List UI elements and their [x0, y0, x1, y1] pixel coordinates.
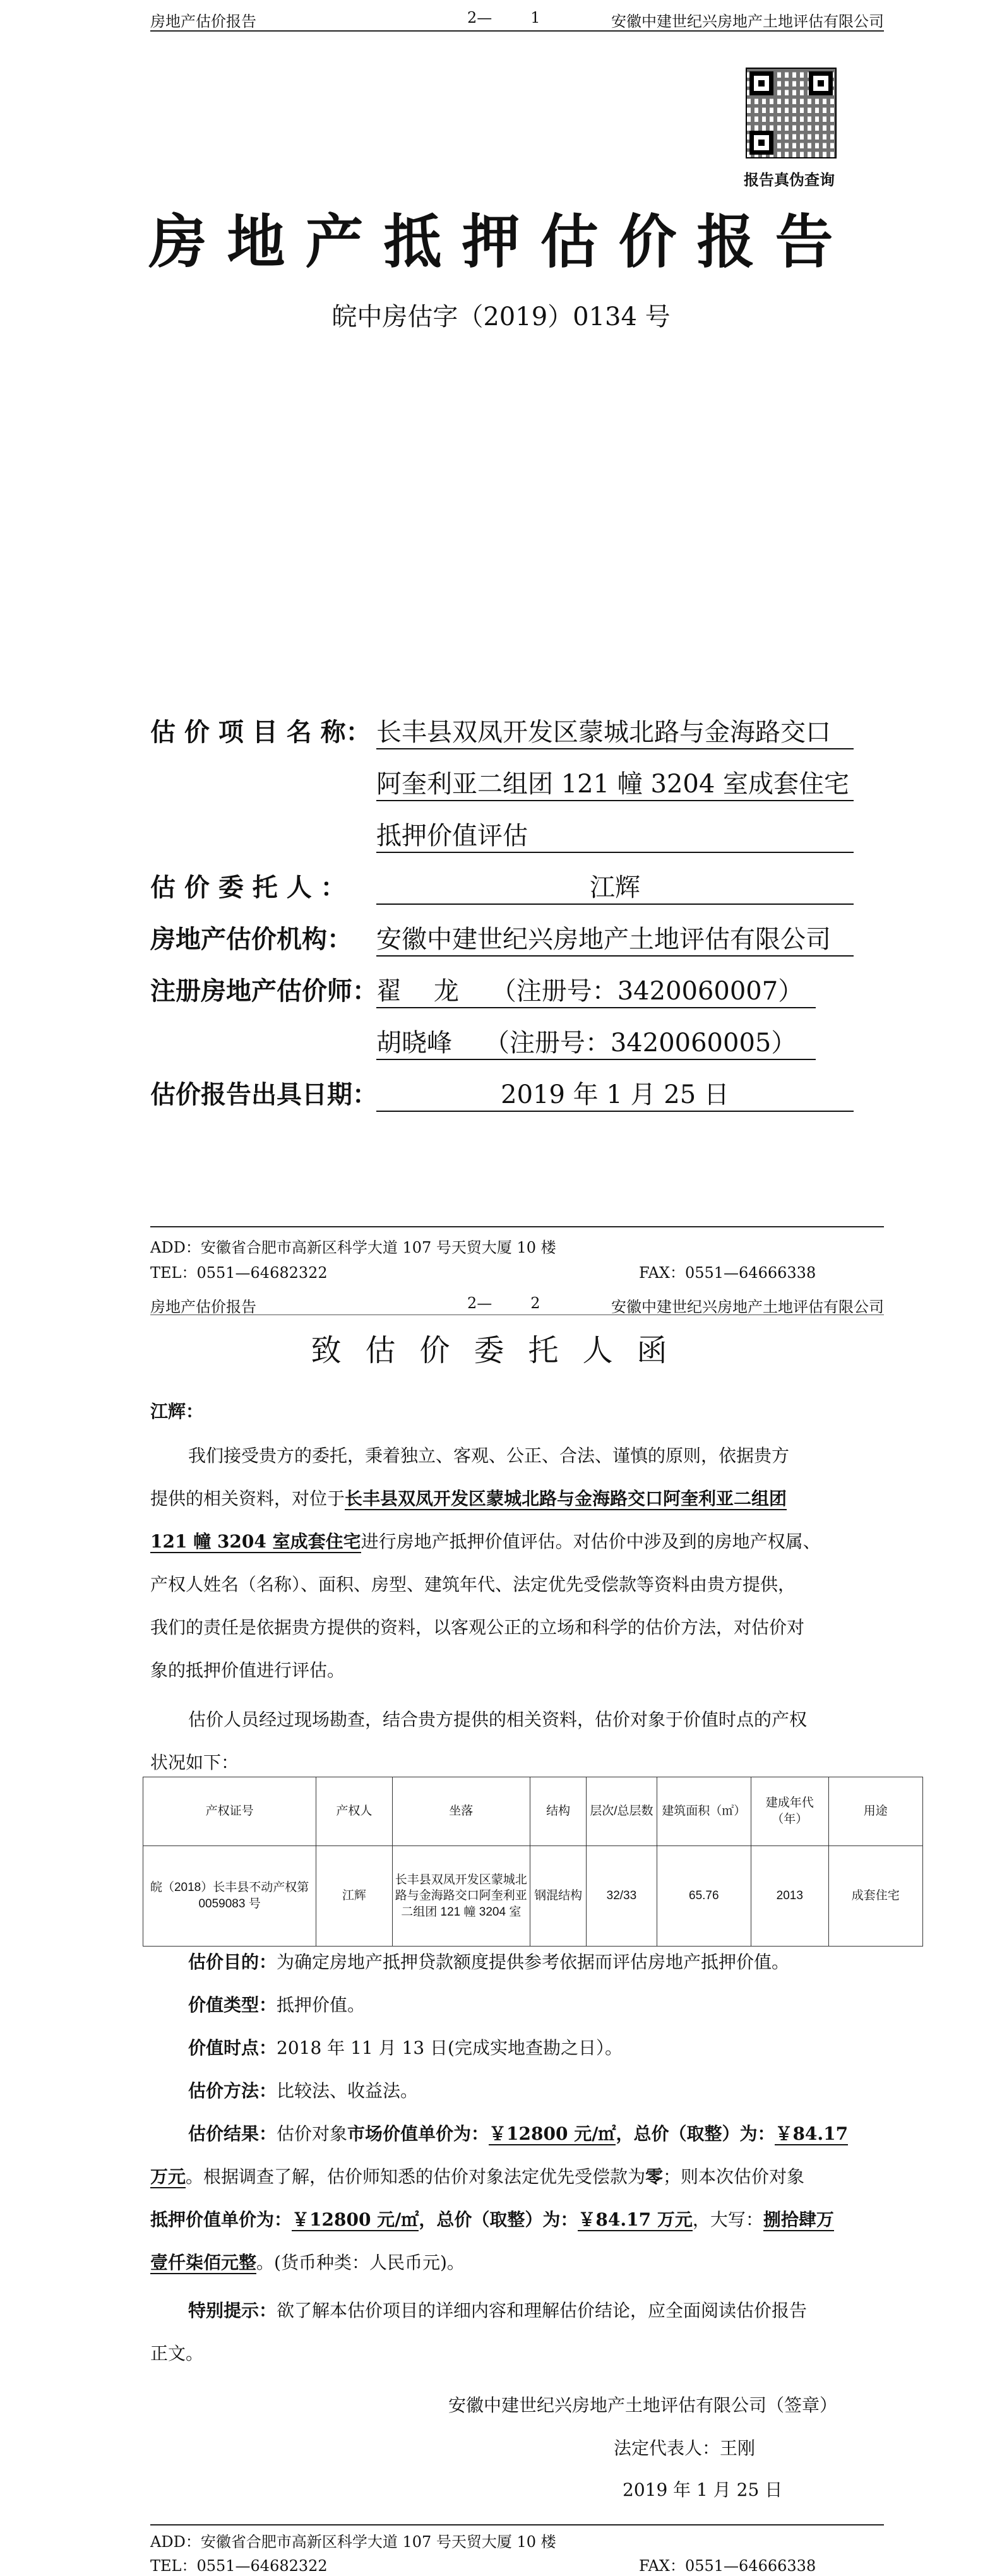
property-location: 长丰县双凤开发区蒙城北路与金海路交口阿奎利亚二组团 — [345, 1488, 787, 1509]
table-header: 结构 — [530, 1777, 587, 1846]
project-name-line-2: 阿奎利亚二组团 121 幢 3204 室成套住宅 — [376, 764, 854, 801]
qr-caption: 报告真伪查询 — [744, 170, 835, 189]
table-header: 产权人 — [316, 1777, 392, 1846]
purpose-value: 为确定房地产抵押贷款额度提供参考依据而评估房地产抵押价值。 — [277, 1952, 790, 1972]
project-name-label: 估 价 项 目 名 称： — [150, 717, 371, 747]
footer-tel: TEL：0551—64682322 — [150, 1264, 328, 1282]
page-header-left: 房地产估价报告 — [150, 13, 256, 30]
paragraph-2-line-1: 估价人员经过现场勘查，结合贵方提供的相关资料，估价对象于价值时点的产权 — [188, 1709, 808, 1730]
result-line-3: 抵押价值单价为：￥12800 元/㎡，总价（取整）为：￥84.17 万元，大写：捌拾肆万 — [150, 2209, 834, 2230]
result-line-4: 壹仟柒佰元整。(货币种类：人民币元)。 — [150, 2252, 465, 2273]
page-header-right: 安徽中建世纪兴房地产土地评估有限公司 — [611, 13, 884, 30]
footer-rule — [150, 2524, 884, 2525]
property-unit: 121 幢 3204 室成套住宅 — [150, 1531, 361, 1552]
appraiser-2: 胡晓峰 （注册号：3420060005） — [376, 1023, 816, 1060]
footer-tel: TEL：0551—64682322 — [150, 2557, 328, 2575]
market-unit-price: ￥12800 元/㎡ — [489, 2123, 616, 2144]
qr-code-icon[interactable] — [746, 68, 837, 158]
report-date-value: 2019 年 1 月 25 日 — [376, 1075, 854, 1112]
header-rule — [150, 30, 884, 32]
page-header-left: 房地产估价报告 — [150, 1298, 256, 1316]
project-name-line-3: 抵押价值评估 — [376, 816, 854, 853]
client-value: 江辉 — [376, 868, 854, 905]
table-cell: 2013 — [751, 1846, 828, 1947]
paragraph-2-line-2: 状况如下： — [150, 1752, 239, 1773]
table-cell: 皖（2018）长丰县不动产权第 0059083 号 — [143, 1846, 316, 1947]
table-header: 坐落 — [392, 1777, 530, 1846]
table-header: 建筑面积（㎡） — [657, 1777, 751, 1846]
table-cell: 钢混结构 — [530, 1846, 587, 1947]
appraiser-1: 翟 龙 （注册号：3420060007） — [376, 971, 816, 1008]
signing-company: 安徽中建世纪兴房地产土地评估有限公司（签章） — [448, 2395, 838, 2416]
page-header-number: 2— 2 — [467, 1294, 540, 1312]
page-header-right: 安徽中建世纪兴房地产土地评估有限公司 — [611, 1298, 884, 1316]
page-header-number: 2— 1 — [467, 9, 540, 27]
mortgage-total-price: ￥84.17 万元 — [578, 2209, 693, 2230]
footer-fax: FAX：0551—64666338 — [639, 2557, 816, 2575]
method-line: 估价方法：比较法、收益法。 — [188, 2080, 419, 2101]
project-name-line-1: 长丰县双凤开发区蒙城北路与金海路交口 — [376, 712, 854, 749]
value-type-line: 价值类型：抵押价值。 — [188, 1995, 366, 2015]
footer-address: ADD：安徽省合肥市高新区科学大道 107 号天贸大厦 10 楼 — [150, 1239, 556, 1256]
signing-date: 2019 年 1 月 25 日 — [623, 2479, 783, 2500]
paragraph-1-line-6: 象的抵押价值进行评估。 — [150, 1660, 345, 1681]
paragraph-1-line-1: 我们接受贵方的委托，秉着独立、客观、公正、合法、谨慎的原则，依据贵方 — [188, 1445, 790, 1466]
agency-label: 房地产估价机构： — [150, 924, 352, 954]
table-row — [143, 1846, 923, 1947]
salutation: 江辉： — [150, 1401, 204, 1422]
table-header-row — [143, 1777, 923, 1846]
notice-line-2: 正文。 — [150, 2343, 204, 2364]
footer-fax: FAX：0551—64666338 — [639, 1264, 816, 1282]
table-cell: 32/33 — [587, 1846, 657, 1947]
table-header: 用途 — [828, 1777, 922, 1846]
table-cell: 65.76 — [657, 1846, 751, 1947]
purpose-line — [188, 1953, 789, 1971]
letter-title: 致估价委托人函 — [311, 1333, 691, 1368]
table-cell: 长丰县双凤开发区蒙城北路与金海路交口阿奎利亚二组团 121 幢 3204 室 — [392, 1846, 530, 1947]
result-line-2: 万元。根据调查了解，估价师知悉的估价对象法定优先受偿款为零；则本次估价对象 — [150, 2166, 805, 2187]
client-label: 估 价 委 托 人 ： — [150, 873, 346, 902]
legal-representative: 法定代表人：王刚 — [614, 2438, 756, 2459]
notice-line-1: 特别提示：欲了解本估价项目的详细内容和理解估价结论，应全面阅读估价报告 — [188, 2300, 808, 2321]
footer-address: ADD：安徽省合肥市高新区科学大道 107 号天贸大厦 10 楼 — [150, 2533, 556, 2551]
table-header: 产权证号 — [143, 1777, 316, 1846]
purpose-label: 估价目的： — [188, 1952, 277, 1972]
table-header: 建成年代（年） — [751, 1777, 828, 1846]
timepoint-line: 价值时点：2018 年 11 月 13 日(完成实地查勘之日）。 — [188, 2037, 623, 2058]
report-date-label: 估价报告出具日期： — [150, 1080, 378, 1109]
report-title: 房地产抵押估价报告 — [148, 208, 854, 276]
paragraph-1-line-3: 121 幢 3204 室成套住宅进行房地产抵押价值评估。对估价中涉及到的房地产权属、 — [150, 1531, 821, 1552]
property-info-table — [143, 1777, 923, 1947]
footer-rule — [150, 1226, 884, 1227]
mortgage-unit-price: ￥12800 元/㎡ — [292, 2209, 419, 2230]
table-cell: 成套住宅 — [828, 1846, 922, 1947]
paragraph-1-line-4: 产权人姓名（名称）、面积、房型、建筑年代、法定优先受偿款等资料由贵方提供， — [150, 1574, 796, 1595]
market-total-price: ￥84.17 — [775, 2123, 849, 2144]
table-cell: 江辉 — [316, 1846, 392, 1947]
agency-value: 安徽中建世纪兴房地产土地评估有限公司 — [376, 919, 854, 957]
paragraph-1-line-5: 我们的责任是依据贵方提供的资料，以客观公正的立场和科学的估价方法，对估价对 — [150, 1617, 805, 1638]
appraiser-label: 注册房地产估价师： — [150, 976, 378, 1006]
document-number: 皖中房估字（2019）0134 号 — [331, 302, 671, 331]
table-header: 层次/总层数 — [587, 1777, 657, 1846]
result-line-1: 估价结果：估价对象市场价值单价为：￥12800 元/㎡，总价（取整）为：￥84.17 — [188, 2123, 849, 2144]
paragraph-1-line-2: 提供的相关资料，对位于长丰县双凤开发区蒙城北路与金海路交口阿奎利亚二组团 — [150, 1488, 787, 1509]
